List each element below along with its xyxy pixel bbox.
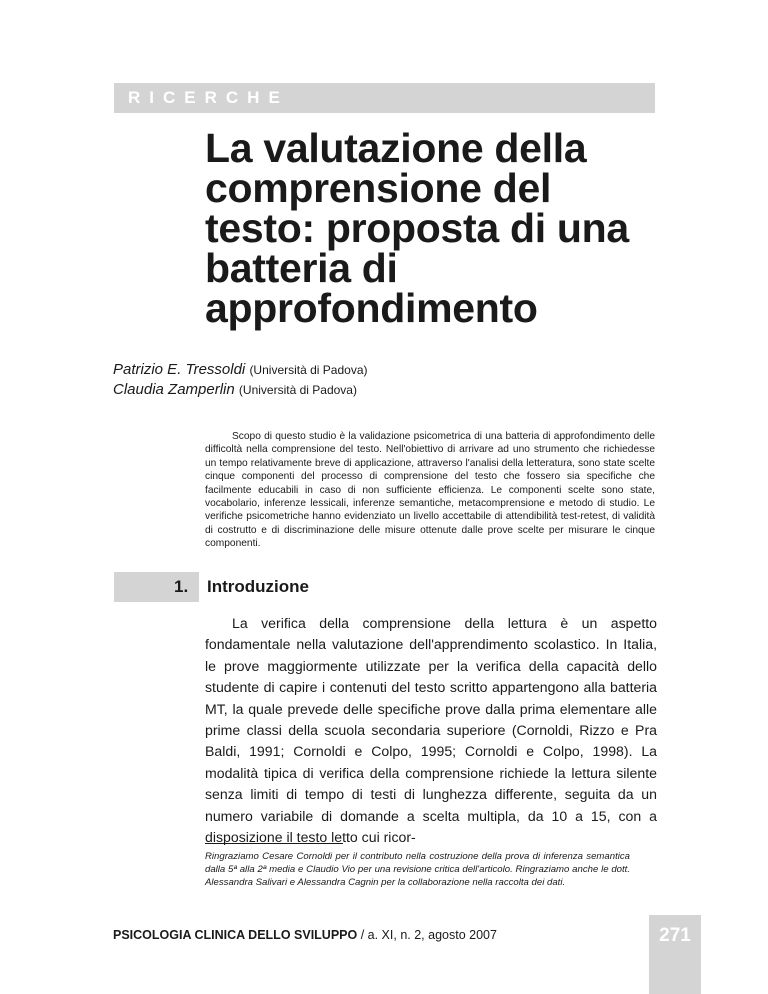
journal-issue: / a. XI, n. 2, agosto 2007 [360,928,497,942]
section-header-band [114,83,655,113]
author-name: Claudia Zamperlin [113,381,235,398]
journal-name: PSICOLOGIA CLINICA DELLO SVILUPPO [113,928,358,942]
body-paragraph: La verifica della comprensione della lettura è un aspetto fondamentale nella valutazione dell'apprendimento scolastico. In Italia, le prove maggiormente utilizzate per la verifica della capacità dello studente di capire i contenuti del testo scritto appartengono alla batteria MT, la quale prevede delle specifiche prove dalla prima elementare alle prime classi della scuola secondaria superiore (Cornoldi, Rizzo e Pra Baldi, 1991; Cornoldi e Colpo, 1995; Cornoldi e Colpo, 1998). La modalità tipica di verifica della comprensione richiede la lettura silente senza limiti di tempo di testi di lunghezza differente, seguita da un numero variabile di domande a scelta multipla, da 10 a 15, con a disposizione il testo letto cui ricor- [205,615,657,846]
author-affiliation: (Università di Padova) [249,363,368,377]
page-number-tab [649,915,701,994]
author-list [113,360,368,400]
section-heading: Introduzione [207,577,309,596]
footnote: Ringraziamo Cesare Cornoldi per il contributo nella costruzione della prova di inferenza semantica dalla 5ª alla 2ª media e Claudio Vio per una revisione critica dell'articolo. Ringraziamo anche le dott. Alessandra Salivari e Alessandra Cagnin per la collaborazione nella raccolta dei dati. [205,851,630,888]
author-entry [113,380,368,400]
author-name: Patrizio E. Tressoldi [113,361,246,378]
article-title: La valutazione della comprensione del testo: proposta di una batteria di approfondimento [205,125,629,331]
section-label: RICERCHE [128,88,289,107]
author-affiliation: (Università di Padova) [238,383,357,397]
page-number: 271 [659,925,691,946]
abstract: Scopo di questo studio è la validazione psicometrica di una batteria di approfondimento delle difficoltà nella comprensione del testo. Nell'obiettivo di arrivare ad uno strumento che richiedesse un tempo relativamente breve di applicazione, attraverso l'analisi della letteratura, sono state scelte cinque componenti del processo di comprensione del testo che fossero sia specifiche che facilmente educabili in caso di non sufficiente efficienza. Le componenti scelte sono state, vocabolario, inferenze lessicali, inferenze semantiche, metacomprensione e metodo di studio. Le verifiche psicometriche hanno evidenziato un livello accettabile di attendibilità test-retest, di validità di costrutto e di discriminazione delle misure ottenute dalle prove scelte per misurare le cinque componenti. [205,431,655,550]
author-entry [113,360,368,380]
section-number: 1. [174,577,189,596]
footnote-divider [205,843,343,844]
journal-citation [113,928,497,942]
